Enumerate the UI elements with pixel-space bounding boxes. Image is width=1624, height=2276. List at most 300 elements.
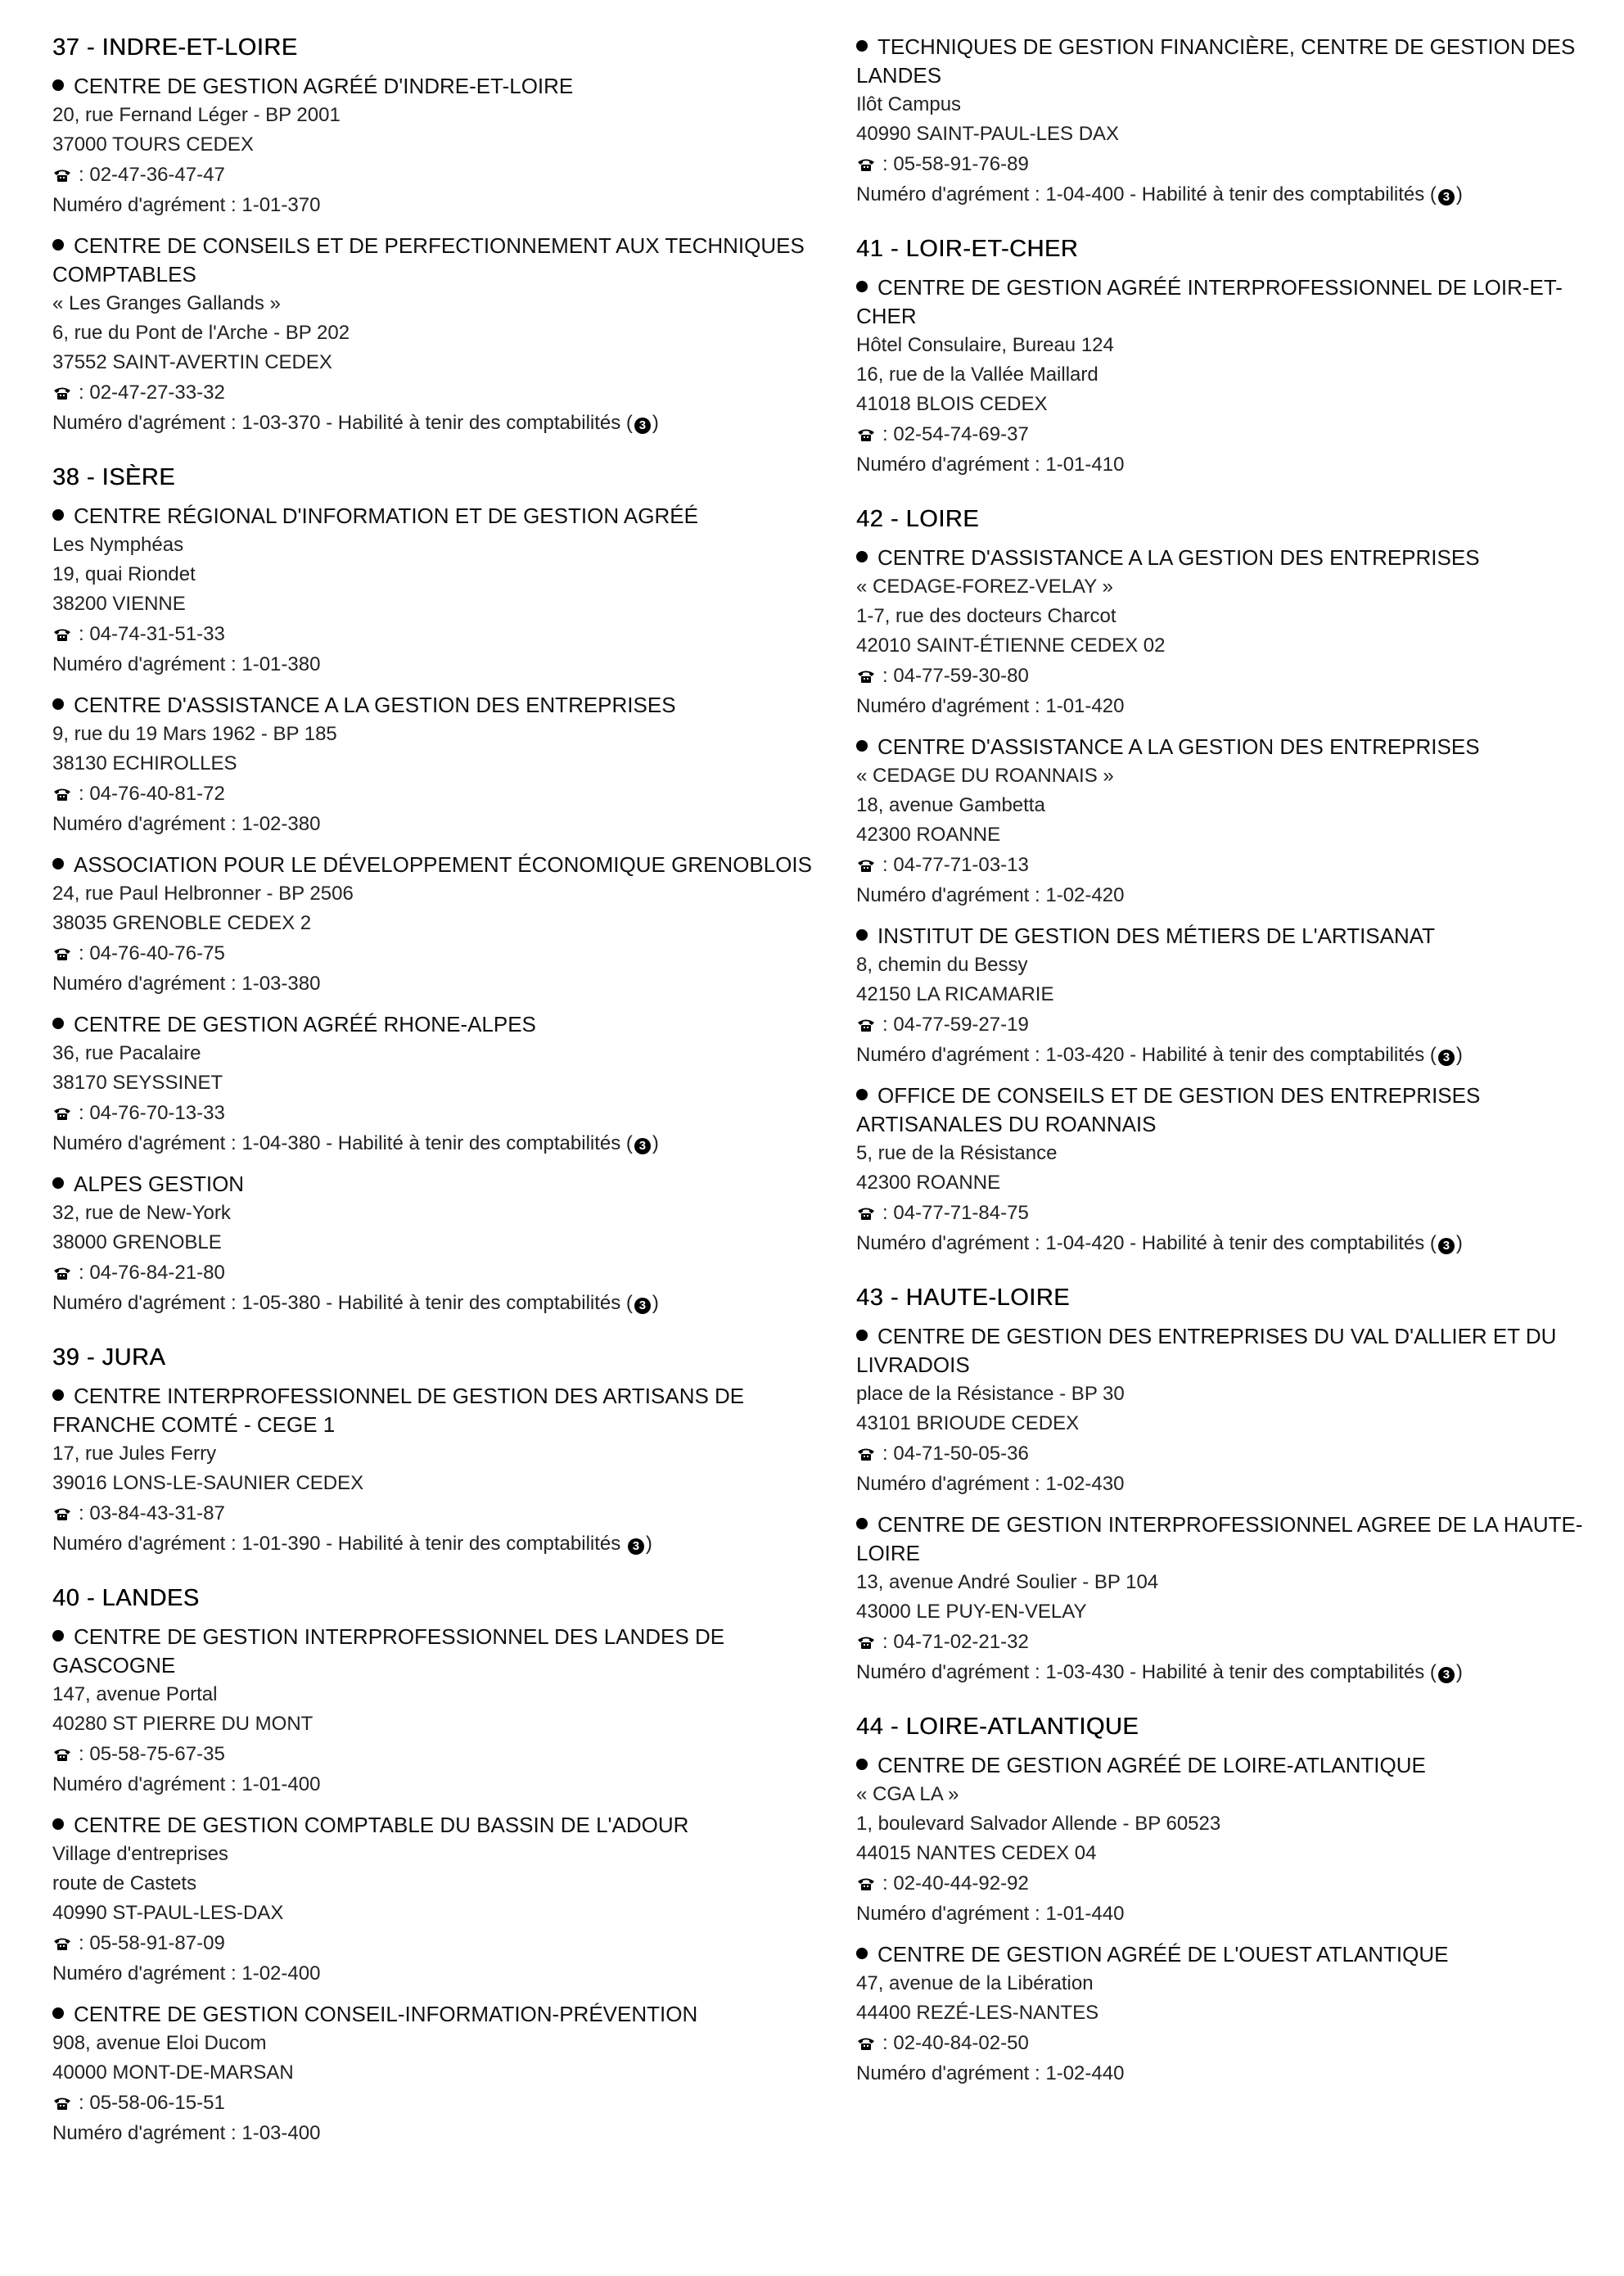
- agrement-line: [52, 810, 814, 839]
- bullet-icon: [52, 1018, 64, 1029]
- address-line: 41018 BLOIS CEDEX: [856, 393, 1048, 415]
- circled-three-icon: 3: [628, 1538, 644, 1555]
- phone-line: [52, 1928, 814, 1959]
- address-line: 1-7, rue des docteurs Charcot: [856, 605, 1116, 627]
- phone-number: 02-47-27-33-32: [89, 382, 225, 404]
- address-line: 47, avenue de la Libération: [856, 1972, 1094, 1994]
- phone-prefix: :: [882, 423, 894, 445]
- center-entry: [52, 232, 814, 438]
- address-line: 16, rue de la Vallée Maillard: [856, 364, 1098, 386]
- habilite-close: ): [1455, 1232, 1463, 1254]
- habilite-text: - Habilité à tenir des comptabilités (: [1124, 183, 1437, 205]
- center-entry: [856, 544, 1617, 721]
- phone-line: [52, 619, 814, 650]
- address-line: « CEDAGE DU ROANNAIS »: [856, 765, 1114, 787]
- phone-icon: [856, 1876, 876, 1891]
- phone-icon: [856, 1447, 876, 1461]
- department-section: [856, 33, 1617, 210]
- bullet-icon: [856, 281, 868, 292]
- department-section: [856, 234, 1617, 480]
- department-title: 39 - JURA: [52, 1344, 166, 1371]
- address-line: 43101 BRIOUDE CEDEX: [856, 1412, 1080, 1434]
- agrement-number: Numéro d'agrément : 1-02-400: [52, 1962, 321, 1985]
- phone-number: 05-58-91-76-89: [893, 153, 1029, 175]
- phone-icon: [856, 1018, 876, 1032]
- phone-prefix: :: [882, 1872, 894, 1894]
- phone-line: [52, 1739, 814, 1770]
- agrement-line: [856, 2059, 1617, 2089]
- center-name-text: CENTRE DE GESTION COMPTABLE DU BASSIN DE L'ADOUR: [74, 1813, 689, 1837]
- address-line: route de Castets: [52, 1872, 197, 1894]
- address-line: 37552 SAINT-AVERTIN CEDEX: [52, 351, 332, 373]
- agrement-number: Numéro d'agrément : 1-01-390: [52, 1533, 321, 1555]
- address-line: 43000 LE PUY-EN-VELAY: [856, 1601, 1087, 1623]
- center-name: [856, 1511, 1617, 1568]
- address-line: 42300 ROANNE: [856, 824, 1001, 846]
- address-line: 17, rue Jules Ferry: [52, 1443, 217, 1465]
- bullet-icon: [856, 929, 868, 941]
- phone-line: [856, 419, 1617, 450]
- phone-line: [52, 938, 814, 969]
- phone-prefix: :: [882, 665, 894, 687]
- center-name: [52, 232, 814, 289]
- phone-number: 02-54-74-69-37: [893, 423, 1029, 445]
- department-section: [52, 463, 814, 1318]
- center-name: [52, 1811, 814, 1840]
- phone-icon: [856, 2036, 876, 2051]
- phone-icon: [52, 386, 72, 400]
- bullet-icon: [856, 1518, 868, 1529]
- center-name-text: CENTRE DE GESTION DES ENTREPRISES DU VAL D'ALLIER ET DU LIVRADOIS: [856, 1324, 1557, 1377]
- center-name: [856, 733, 1617, 761]
- agrement-number: Numéro d'agrément : 1-01-380: [52, 653, 321, 675]
- habilite-close: ): [1455, 1661, 1463, 1683]
- address-line: 5, rue de la Résistance: [856, 1142, 1058, 1164]
- phone-icon: [856, 427, 876, 442]
- agrement-number: Numéro d'agrément : 1-02-380: [52, 813, 321, 835]
- agrement-number: Numéro d'agrément : 1-04-380: [52, 1132, 321, 1154]
- center-entry: [856, 1511, 1617, 1687]
- address-line: 38170 SEYSSINET: [52, 1072, 223, 1094]
- address-line: « CEDAGE-FOREZ-VELAY »: [856, 576, 1113, 598]
- center-name: [856, 33, 1617, 90]
- center-entry: [52, 2000, 814, 2148]
- bullet-icon: [52, 79, 64, 91]
- center-name-text: CENTRE DE GESTION AGRÉÉ RHONE-ALPES: [74, 1012, 536, 1036]
- phone-number: 04-76-84-21-80: [89, 1262, 225, 1284]
- center-name-text: CENTRE DE GESTION AGRÉÉ DE LOIRE-ATLANTIQUE: [877, 1753, 1426, 1777]
- phone-line: [856, 1627, 1617, 1658]
- phone-icon: [856, 1635, 876, 1650]
- center-entry: [856, 733, 1617, 910]
- phone-icon: [52, 1747, 72, 1762]
- center-name: [52, 851, 814, 879]
- phone-prefix: :: [79, 2092, 90, 2114]
- center-name-text: CENTRE DE CONSEILS ET DE PERFECTIONNEMENT AUX TECHNIQUES COMPTABLES: [52, 233, 805, 287]
- center-name: [856, 273, 1617, 331]
- agrement-number: Numéro d'agrément : 1-04-400: [856, 183, 1125, 205]
- agrement-line: [52, 1959, 814, 1989]
- phone-number: 04-77-71-03-13: [893, 854, 1029, 876]
- circled-three-icon: 3: [1438, 1238, 1455, 1254]
- circled-three-icon: 3: [634, 1138, 651, 1154]
- address-line: 40000 MONT-DE-MARSAN: [52, 2061, 294, 2084]
- center-name: [52, 1170, 814, 1199]
- phone-line: [52, 1258, 814, 1289]
- agrement-line: [52, 1529, 814, 1559]
- phone-line: [856, 1868, 1617, 1899]
- agrement-line: [52, 650, 814, 680]
- bullet-icon: [856, 740, 868, 752]
- bullet-icon: [52, 509, 64, 521]
- agrement-number: Numéro d'agrément : 1-02-430: [856, 1473, 1125, 1495]
- agrement-line: [856, 1470, 1617, 1499]
- agrement-line: [856, 1229, 1617, 1258]
- center-entry: [856, 1322, 1617, 1499]
- phone-number: 02-40-84-02-50: [893, 2032, 1029, 2054]
- center-entry: [856, 1751, 1617, 1929]
- address-line: 1, boulevard Salvador Allende - BP 60523: [856, 1813, 1221, 1835]
- habilite-close: ): [1455, 183, 1463, 205]
- center-entry: [52, 691, 814, 839]
- center-name-text: CENTRE RÉGIONAL D'INFORMATION ET DE GESTION AGRÉÉ: [74, 504, 698, 528]
- agrement-line: [856, 881, 1617, 910]
- phone-prefix: :: [79, 942, 90, 964]
- address-line: 44400 REZÉ-LES-NANTES: [856, 2002, 1099, 2024]
- phone-prefix: :: [882, 1202, 894, 1224]
- address-line: 13, avenue André Soulier - BP 104: [856, 1571, 1159, 1593]
- phone-number: 04-77-71-84-75: [893, 1202, 1029, 1224]
- phone-number: 04-77-59-30-80: [893, 665, 1029, 687]
- phone-prefix: :: [882, 1014, 894, 1036]
- phone-number: 04-71-50-05-36: [893, 1443, 1029, 1465]
- agrement-line: [52, 1289, 814, 1318]
- center-name: [52, 691, 814, 720]
- department-section: [52, 1343, 814, 1559]
- center-name: [52, 1382, 814, 1439]
- left-column: [52, 33, 814, 2173]
- habilite-text: - Habilité à tenir des comptabilités (: [1124, 1232, 1437, 1254]
- agrement-number: Numéro d'agrément : 1-01-400: [52, 1773, 321, 1795]
- habilite-close: ): [652, 1292, 659, 1314]
- address-line: 908, avenue Eloi Ducom: [52, 2032, 267, 2054]
- address-line: 24, rue Paul Helbronner - BP 2506: [52, 883, 354, 905]
- phone-number: 04-77-59-27-19: [893, 1014, 1029, 1036]
- address-line: 38035 GRENOBLE CEDEX 2: [52, 912, 312, 934]
- agrement-number: Numéro d'agrément : 1-03-380: [52, 973, 321, 995]
- department-section: [856, 504, 1617, 1258]
- address-line: 20, rue Fernand Léger - BP 2001: [52, 104, 341, 126]
- center-name: [856, 922, 1617, 951]
- bullet-icon: [52, 1389, 64, 1401]
- center-name-text: CENTRE INTERPROFESSIONNEL DE GESTION DES ARTISANS DE FRANCHE COMTÉ - CEGE 1: [52, 1384, 745, 1437]
- habilite-text: - Habilité à tenir des comptabilités (: [1124, 1044, 1437, 1066]
- phone-prefix: :: [79, 1262, 90, 1284]
- phone-line: [856, 850, 1617, 881]
- agrement-line: [52, 1770, 814, 1800]
- bullet-icon: [856, 1330, 868, 1341]
- agrement-line: [856, 1041, 1617, 1070]
- phone-prefix: :: [79, 1932, 90, 1954]
- agrement-number: Numéro d'agrément : 1-01-420: [856, 695, 1125, 717]
- address-line: 38200 VIENNE: [52, 593, 186, 615]
- center-entry: [52, 1811, 814, 1989]
- department-title: 42 - LOIRE: [856, 506, 980, 532]
- phone-number: 04-74-31-51-33: [89, 623, 225, 645]
- phone-line: [52, 1498, 814, 1529]
- center-name-text: CENTRE DE GESTION AGRÉÉ D'INDRE-ET-LOIRE: [74, 74, 574, 98]
- center-name: [52, 2000, 814, 2029]
- phone-icon: [52, 946, 72, 961]
- agrement-number: Numéro d'agrément : 1-01-440: [856, 1903, 1125, 1925]
- department-title: 44 - LOIRE-ATLANTIQUE: [856, 1714, 1139, 1740]
- bullet-icon: [856, 1948, 868, 1959]
- phone-icon: [52, 1936, 72, 1951]
- center-name: [856, 1940, 1617, 1969]
- phone-prefix: :: [882, 1443, 894, 1465]
- bullet-icon: [52, 698, 64, 710]
- address-line: 32, rue de New-York: [52, 1202, 231, 1224]
- habilite-text: - Habilité à tenir des comptabilités (: [320, 1292, 633, 1314]
- center-name-text: CENTRE DE GESTION INTERPROFESSIONNEL AGREE DE LA HAUTE-LOIRE: [856, 1512, 1583, 1565]
- center-entry: [856, 273, 1617, 480]
- bullet-icon: [856, 1759, 868, 1770]
- phone-number: 04-76-70-13-33: [89, 1102, 225, 1124]
- phone-prefix: :: [79, 382, 90, 404]
- address-line: 44015 NANTES CEDEX 04: [856, 1842, 1097, 1864]
- phone-line: [52, 779, 814, 810]
- address-line: 9, rue du 19 Mars 1962 - BP 185: [52, 723, 337, 745]
- phone-number: 02-40-44-92-92: [893, 1872, 1029, 1894]
- center-name-text: CENTRE D'ASSISTANCE A LA GESTION DES ENTREPRISES: [877, 545, 1480, 570]
- bullet-icon: [52, 858, 64, 869]
- phone-icon: [52, 627, 72, 642]
- agrement-number: Numéro d'agrément : 1-03-370: [52, 412, 321, 434]
- center-name: [856, 1322, 1617, 1380]
- center-name-text: TECHNIQUES DE GESTION FINANCIÈRE, CENTRE DE GESTION DES LANDES: [856, 34, 1576, 88]
- phone-number: 05-58-06-15-51: [89, 2092, 225, 2114]
- agrement-line: [856, 180, 1617, 210]
- phone-number: 05-58-75-67-35: [89, 1743, 225, 1765]
- phone-line: [856, 1198, 1617, 1229]
- department-title: 41 - LOIR-ET-CHER: [856, 236, 1079, 262]
- phone-line: [856, 149, 1617, 180]
- address-line: 42300 ROANNE: [856, 1172, 1001, 1194]
- center-name-text: CENTRE D'ASSISTANCE A LA GESTION DES ENTREPRISES: [877, 734, 1480, 759]
- bullet-icon: [856, 40, 868, 52]
- agrement-line: [52, 409, 814, 438]
- center-name-text: INSTITUT DE GESTION DES MÉTIERS DE L'ARTISANAT: [877, 923, 1436, 948]
- bullet-icon: [856, 551, 868, 562]
- phone-prefix: :: [79, 1102, 90, 1124]
- department-section: [52, 1583, 814, 2148]
- address-line: 6, rue du Pont de l'Arche - BP 202: [52, 322, 350, 344]
- phone-prefix: :: [79, 164, 90, 186]
- center-name: [52, 1010, 814, 1039]
- department-title: 38 - ISÈRE: [52, 464, 176, 490]
- phone-line: [856, 661, 1617, 692]
- center-entry: [52, 1010, 814, 1158]
- phone-prefix: :: [882, 854, 894, 876]
- address-line: 37000 TOURS CEDEX: [52, 133, 254, 156]
- address-line: 40280 ST PIERRE DU MONT: [52, 1713, 314, 1735]
- center-name-text: CENTRE DE GESTION CONSEIL-INFORMATION-PRÉVENTION: [74, 2002, 698, 2026]
- circled-three-icon: 3: [1438, 1667, 1455, 1683]
- department-section: [856, 1283, 1617, 1687]
- address-line: 38130 ECHIROLLES: [52, 752, 237, 774]
- habilite-close: ): [645, 1533, 652, 1555]
- phone-prefix: :: [882, 2032, 894, 2054]
- circled-three-icon: 3: [1438, 1050, 1455, 1066]
- center-entry: [52, 72, 814, 220]
- center-entry: [856, 922, 1617, 1070]
- phone-line: [856, 2028, 1617, 2059]
- department-title: 40 - LANDES: [52, 1585, 200, 1611]
- agrement-line: [856, 1899, 1617, 1929]
- agrement-line: [856, 1658, 1617, 1687]
- habilite-text: - Habilité à tenir des comptabilités (: [320, 412, 633, 434]
- phone-line: [856, 1009, 1617, 1041]
- bullet-icon: [52, 1630, 64, 1642]
- phone-line: [52, 160, 814, 191]
- agrement-number: Numéro d'agrément : 1-04-420: [856, 1232, 1125, 1254]
- phone-line: [52, 1098, 814, 1129]
- bullet-icon: [856, 1089, 868, 1100]
- circled-three-icon: 3: [1438, 189, 1455, 205]
- address-line: 147, avenue Portal: [52, 1683, 218, 1705]
- department-title: 37 - INDRE-ET-LOIRE: [52, 34, 298, 61]
- agrement-number: Numéro d'agrément : 1-05-380: [52, 1292, 321, 1314]
- center-name-text: CENTRE DE GESTION AGRÉÉ INTERPROFESSIONNEL DE LOIR-ET-CHER: [856, 275, 1563, 328]
- phone-number: 02-47-36-47-47: [89, 164, 225, 186]
- phone-icon: [856, 157, 876, 172]
- phone-icon: [856, 669, 876, 684]
- phone-icon: [52, 1106, 72, 1121]
- center-name-text: ASSOCIATION POUR LE DÉVELOPPEMENT ÉCONOMIQUE GRENOBLOIS: [74, 852, 813, 877]
- center-entry: [856, 33, 1617, 210]
- phone-line: [856, 1438, 1617, 1470]
- address-line: 19, quai Riondet: [52, 563, 196, 585]
- phone-icon: [52, 1506, 72, 1521]
- habilite-close: ): [1455, 1044, 1463, 1066]
- right-column: [856, 33, 1617, 2113]
- department-section: [52, 33, 814, 438]
- habilite-close: ): [652, 412, 659, 434]
- address-line: 8, chemin du Bessy: [856, 954, 1028, 976]
- bullet-icon: [52, 239, 64, 251]
- agrement-number: Numéro d'agrément : 1-03-430: [856, 1661, 1125, 1683]
- address-line: 18, avenue Gambetta: [856, 794, 1045, 816]
- agrement-number: Numéro d'agrément : 1-02-420: [856, 884, 1125, 906]
- agrement-line: [52, 191, 814, 220]
- center-name-text: OFFICE DE CONSEILS ET DE GESTION DES ENTREPRISES ARTISANALES DU ROANNAIS: [856, 1083, 1481, 1136]
- habilite-close: ): [652, 1132, 659, 1154]
- agrement-number: Numéro d'agrément : 1-03-420: [856, 1044, 1125, 1066]
- address-line: 42010 SAINT-ÉTIENNE CEDEX 02: [856, 634, 1166, 657]
- address-line: Ilôt Campus: [856, 93, 962, 115]
- center-name: [52, 1623, 814, 1680]
- agrement-line: [52, 969, 814, 999]
- phone-icon: [52, 2096, 72, 2111]
- phone-prefix: :: [882, 1631, 894, 1653]
- phone-prefix: :: [79, 1502, 90, 1524]
- center-name: [856, 1082, 1617, 1139]
- center-name: [856, 1751, 1617, 1780]
- center-entry: [52, 1382, 814, 1559]
- address-line: 40990 SAINT-PAUL-LES DAX: [856, 123, 1120, 145]
- center-name-text: ALPES GESTION: [74, 1172, 245, 1196]
- center-entry: [856, 1940, 1617, 2089]
- phone-number: 05-58-91-87-09: [89, 1932, 225, 1954]
- phone-icon: [856, 858, 876, 873]
- habilite-text: - Habilité à tenir des comptabilités (: [1124, 1661, 1437, 1683]
- address-line: 36, rue Pacalaire: [52, 1042, 201, 1064]
- address-line: « Les Granges Gallands »: [52, 292, 281, 314]
- center-name-text: CENTRE DE GESTION INTERPROFESSIONNEL DES LANDES DE GASCOGNE: [52, 1624, 725, 1678]
- center-entry: [52, 1623, 814, 1800]
- address-line: Village d'entreprises: [52, 1843, 228, 1865]
- address-line: 38000 GRENOBLE: [52, 1231, 222, 1253]
- phone-number: 03-84-43-31-87: [89, 1502, 225, 1524]
- phone-prefix: :: [79, 1743, 90, 1765]
- agrement-number: Numéro d'agrément : 1-02-440: [856, 2062, 1125, 2084]
- phone-prefix: :: [882, 153, 894, 175]
- phone-number: 04-76-40-76-75: [89, 942, 225, 964]
- center-name-text: CENTRE D'ASSISTANCE A LA GESTION DES ENTREPRISES: [74, 693, 676, 717]
- phone-prefix: :: [79, 623, 90, 645]
- agrement-line: [856, 450, 1617, 480]
- circled-three-icon: 3: [634, 1298, 651, 1314]
- bullet-icon: [52, 2007, 64, 2019]
- address-line: « CGA LA »: [856, 1783, 959, 1805]
- phone-prefix: :: [79, 783, 90, 805]
- center-entry: [52, 851, 814, 999]
- agrement-number: Numéro d'agrément : 1-01-370: [52, 194, 321, 216]
- center-entry: [856, 1082, 1617, 1258]
- center-name: [52, 502, 814, 531]
- center-name-text: CENTRE DE GESTION AGRÉÉ DE L'OUEST ATLANTIQUE: [877, 1942, 1449, 1967]
- habilite-text: - Habilité à tenir des comptabilités: [320, 1533, 626, 1555]
- phone-number: 04-76-40-81-72: [89, 783, 225, 805]
- phone-number: 04-71-02-21-32: [893, 1631, 1029, 1653]
- agrement-line: [52, 1129, 814, 1158]
- address-line: Hôtel Consulaire, Bureau 124: [856, 334, 1114, 356]
- department-section: [856, 1712, 1617, 2089]
- agrement-line: [856, 692, 1617, 721]
- center-entry: [52, 1170, 814, 1318]
- circled-three-icon: 3: [634, 418, 651, 434]
- address-line: 39016 LONS-LE-SAUNIER CEDEX: [52, 1472, 364, 1494]
- agrement-number: Numéro d'agrément : 1-03-400: [52, 2122, 321, 2144]
- center-name: [856, 544, 1617, 572]
- bullet-icon: [52, 1818, 64, 1830]
- phone-icon: [52, 787, 72, 802]
- center-entry: [52, 502, 814, 680]
- phone-icon: [52, 1266, 72, 1280]
- address-line: 40990 ST-PAUL-LES-DAX: [52, 1902, 284, 1924]
- habilite-text: - Habilité à tenir des comptabilités (: [320, 1132, 633, 1154]
- phone-line: [52, 2088, 814, 2119]
- address-line: place de la Résistance - BP 30: [856, 1383, 1125, 1405]
- center-name: [52, 72, 814, 101]
- agrement-line: [52, 2119, 814, 2148]
- address-line: 42150 LA RICAMARIE: [856, 983, 1054, 1005]
- phone-icon: [856, 1206, 876, 1221]
- phone-icon: [52, 168, 72, 183]
- agrement-number: Numéro d'agrément : 1-01-410: [856, 454, 1125, 476]
- department-title: 43 - HAUTE-LOIRE: [856, 1285, 1070, 1311]
- phone-line: [52, 377, 814, 409]
